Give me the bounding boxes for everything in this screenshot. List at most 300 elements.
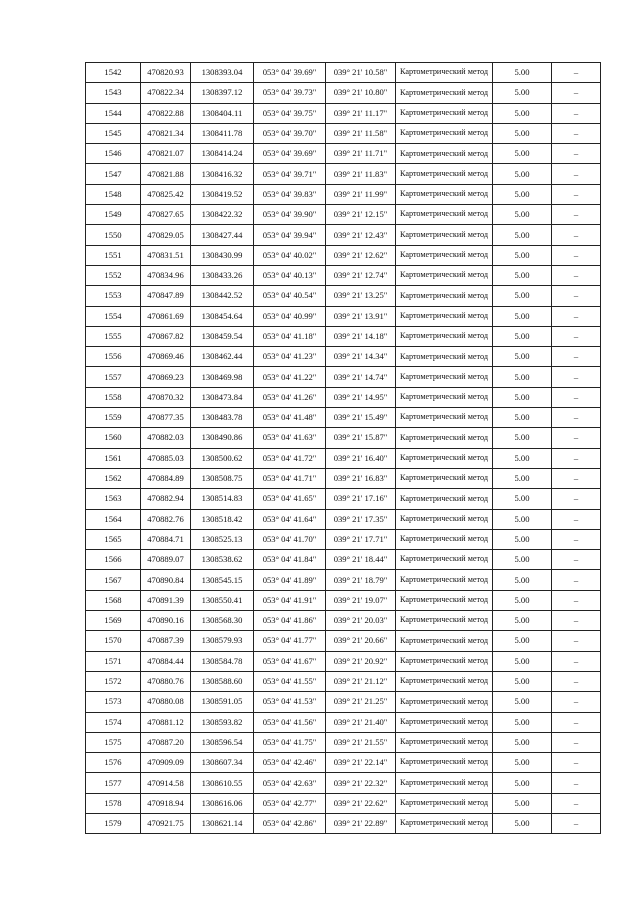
longitude-cell: 039° 21' 12.62"	[326, 245, 396, 265]
description-cell: –	[552, 387, 601, 407]
y-coordinate-cell: 1308607.34	[191, 753, 254, 773]
x-coordinate-cell: 470882.76	[141, 509, 191, 529]
longitude-cell: 039° 21' 19.07"	[326, 590, 396, 610]
accuracy-cell: 5.00	[493, 671, 552, 691]
table-row	[86, 428, 601, 448]
latitude-cell: 053° 04' 41.26"	[254, 387, 326, 407]
method-cell: Картометрический метод	[396, 83, 493, 103]
table-row	[86, 773, 601, 793]
method-cell: Картометрический метод	[396, 286, 493, 306]
longitude-cell: 039° 21' 17.71"	[326, 529, 396, 549]
description-cell: –	[552, 225, 601, 245]
description-cell: –	[552, 489, 601, 509]
point-number-cell: 1550	[86, 225, 141, 245]
longitude-cell: 039° 21' 14.95"	[326, 387, 396, 407]
method-cell: Картометрический метод	[396, 468, 493, 488]
table-row	[86, 550, 601, 570]
accuracy-cell: 5.00	[493, 408, 552, 428]
description-cell: –	[552, 428, 601, 448]
x-coordinate-cell: 470870.32	[141, 387, 191, 407]
accuracy-cell: 5.00	[493, 306, 552, 326]
longitude-cell: 039° 21' 22.89"	[326, 813, 396, 833]
accuracy-cell: 5.00	[493, 611, 552, 631]
point-number-cell: 1576	[86, 753, 141, 773]
point-number-cell: 1563	[86, 489, 141, 509]
y-coordinate-cell: 1308416.32	[191, 164, 254, 184]
description-cell: –	[552, 631, 601, 651]
accuracy-cell: 5.00	[493, 732, 552, 752]
latitude-cell: 053° 04' 41.22"	[254, 367, 326, 387]
table-row	[86, 408, 601, 428]
x-coordinate-cell: 470909.09	[141, 753, 191, 773]
point-number-cell: 1562	[86, 468, 141, 488]
y-coordinate-cell: 1308414.24	[191, 144, 254, 164]
accuracy-cell: 5.00	[493, 712, 552, 732]
point-number-cell: 1564	[86, 509, 141, 529]
longitude-cell: 039° 21' 22.14"	[326, 753, 396, 773]
table-row	[86, 286, 601, 306]
point-number-cell: 1546	[86, 144, 141, 164]
table-row	[86, 529, 601, 549]
point-number-cell: 1572	[86, 671, 141, 691]
y-coordinate-cell: 1308593.82	[191, 712, 254, 732]
accuracy-cell: 5.00	[493, 205, 552, 225]
point-number-cell: 1575	[86, 732, 141, 752]
table-row	[86, 347, 601, 367]
x-coordinate-cell: 470918.94	[141, 793, 191, 813]
method-cell: Картометрический метод	[396, 773, 493, 793]
table-row	[86, 692, 601, 712]
x-coordinate-cell: 470869.46	[141, 347, 191, 367]
latitude-cell: 053° 04' 41.70"	[254, 529, 326, 549]
point-number-cell: 1545	[86, 123, 141, 143]
y-coordinate-cell: 1308518.42	[191, 509, 254, 529]
y-coordinate-cell: 1308411.78	[191, 123, 254, 143]
longitude-cell: 039° 21' 16.83"	[326, 468, 396, 488]
longitude-cell: 039° 21' 21.40"	[326, 712, 396, 732]
latitude-cell: 053° 04' 41.72"	[254, 448, 326, 468]
accuracy-cell: 5.00	[493, 245, 552, 265]
y-coordinate-cell: 1308538.62	[191, 550, 254, 570]
latitude-cell: 053° 04' 40.02"	[254, 245, 326, 265]
point-number-cell: 1579	[86, 813, 141, 833]
table-row	[86, 570, 601, 590]
method-cell: Картометрический метод	[396, 347, 493, 367]
description-cell: –	[552, 773, 601, 793]
longitude-cell: 039° 21' 18.44"	[326, 550, 396, 570]
method-cell: Картометрический метод	[396, 509, 493, 529]
method-cell: Картометрический метод	[396, 448, 493, 468]
table-row	[86, 123, 601, 143]
description-cell: –	[552, 753, 601, 773]
table-row	[86, 590, 601, 610]
table-row	[86, 732, 601, 752]
description-cell: –	[552, 326, 601, 346]
x-coordinate-cell: 470877.35	[141, 408, 191, 428]
accuracy-cell: 5.00	[493, 428, 552, 448]
description-cell: –	[552, 408, 601, 428]
accuracy-cell: 5.00	[493, 164, 552, 184]
point-number-cell: 1547	[86, 164, 141, 184]
y-coordinate-cell: 1308616.06	[191, 793, 254, 813]
description-cell: –	[552, 590, 601, 610]
point-number-cell: 1544	[86, 103, 141, 123]
accuracy-cell: 5.00	[493, 448, 552, 468]
point-number-cell: 1571	[86, 651, 141, 671]
x-coordinate-cell: 470890.16	[141, 611, 191, 631]
latitude-cell: 053° 04' 41.86"	[254, 611, 326, 631]
longitude-cell: 039° 21' 12.43"	[326, 225, 396, 245]
longitude-cell: 039° 21' 20.03"	[326, 611, 396, 631]
accuracy-cell: 5.00	[493, 570, 552, 590]
point-number-cell: 1553	[86, 286, 141, 306]
x-coordinate-cell: 470820.93	[141, 63, 191, 83]
method-cell: Картометрический метод	[396, 813, 493, 833]
longitude-cell: 039° 21' 16.40"	[326, 448, 396, 468]
longitude-cell: 039° 21' 21.25"	[326, 692, 396, 712]
y-coordinate-cell: 1308430.99	[191, 245, 254, 265]
point-number-cell: 1542	[86, 63, 141, 83]
point-number-cell: 1565	[86, 529, 141, 549]
latitude-cell: 053° 04' 39.90"	[254, 205, 326, 225]
point-number-cell: 1578	[86, 793, 141, 813]
latitude-cell: 053° 04' 41.65"	[254, 489, 326, 509]
method-cell: Картометрический метод	[396, 671, 493, 691]
longitude-cell: 039° 21' 11.71"	[326, 144, 396, 164]
y-coordinate-cell: 1308393.04	[191, 63, 254, 83]
table-row	[86, 83, 601, 103]
longitude-cell: 039° 21' 22.62"	[326, 793, 396, 813]
x-coordinate-cell: 470887.20	[141, 732, 191, 752]
description-cell: –	[552, 347, 601, 367]
latitude-cell: 053° 04' 41.18"	[254, 326, 326, 346]
description-cell: –	[552, 468, 601, 488]
point-number-cell: 1574	[86, 712, 141, 732]
description-cell: –	[552, 813, 601, 833]
table-row	[86, 448, 601, 468]
x-coordinate-cell: 470880.08	[141, 692, 191, 712]
longitude-cell: 039° 21' 15.87"	[326, 428, 396, 448]
description-cell: –	[552, 732, 601, 752]
x-coordinate-cell: 470821.88	[141, 164, 191, 184]
x-coordinate-cell: 470884.71	[141, 529, 191, 549]
latitude-cell: 053° 04' 41.84"	[254, 550, 326, 570]
table-row	[86, 103, 601, 123]
x-coordinate-cell: 470914.58	[141, 773, 191, 793]
latitude-cell: 053° 04' 41.64"	[254, 509, 326, 529]
method-cell: Картометрический метод	[396, 651, 493, 671]
accuracy-cell: 5.00	[493, 529, 552, 549]
longitude-cell: 039° 21' 11.83"	[326, 164, 396, 184]
x-coordinate-cell: 470829.05	[141, 225, 191, 245]
y-coordinate-cell: 1308525.13	[191, 529, 254, 549]
longitude-cell: 039° 21' 18.79"	[326, 570, 396, 590]
description-cell: –	[552, 103, 601, 123]
longitude-cell: 039° 21' 13.25"	[326, 286, 396, 306]
description-cell: –	[552, 529, 601, 549]
y-coordinate-cell: 1308579.93	[191, 631, 254, 651]
accuracy-cell: 5.00	[493, 103, 552, 123]
longitude-cell: 039° 21' 22.32"	[326, 773, 396, 793]
accuracy-cell: 5.00	[493, 225, 552, 245]
y-coordinate-cell: 1308427.44	[191, 225, 254, 245]
method-cell: Картометрический метод	[396, 205, 493, 225]
point-number-cell: 1554	[86, 306, 141, 326]
description-cell: –	[552, 651, 601, 671]
method-cell: Картометрический метод	[396, 712, 493, 732]
x-coordinate-cell: 470822.88	[141, 103, 191, 123]
table-row	[86, 245, 601, 265]
table-row	[86, 144, 601, 164]
method-cell: Картометрический метод	[396, 590, 493, 610]
point-number-cell: 1548	[86, 184, 141, 204]
accuracy-cell: 5.00	[493, 83, 552, 103]
y-coordinate-cell: 1308500.62	[191, 448, 254, 468]
longitude-cell: 039° 21' 20.66"	[326, 631, 396, 651]
x-coordinate-cell: 470882.03	[141, 428, 191, 448]
x-coordinate-cell: 470885.03	[141, 448, 191, 468]
y-coordinate-cell: 1308550.41	[191, 590, 254, 610]
accuracy-cell: 5.00	[493, 286, 552, 306]
table-row	[86, 326, 601, 346]
table-row	[86, 387, 601, 407]
point-number-cell: 1549	[86, 205, 141, 225]
longitude-cell: 039° 21' 10.80"	[326, 83, 396, 103]
y-coordinate-cell: 1308422.32	[191, 205, 254, 225]
accuracy-cell: 5.00	[493, 550, 552, 570]
x-coordinate-cell: 470881.12	[141, 712, 191, 732]
y-coordinate-cell: 1308596.54	[191, 732, 254, 752]
y-coordinate-cell: 1308591.05	[191, 692, 254, 712]
accuracy-cell: 5.00	[493, 793, 552, 813]
point-number-cell: 1556	[86, 347, 141, 367]
method-cell: Картометрический метод	[396, 793, 493, 813]
point-number-cell: 1557	[86, 367, 141, 387]
description-cell: –	[552, 83, 601, 103]
table-row	[86, 63, 601, 83]
latitude-cell: 053° 04' 41.56"	[254, 712, 326, 732]
latitude-cell: 053° 04' 40.99"	[254, 306, 326, 326]
x-coordinate-cell: 470884.89	[141, 468, 191, 488]
y-coordinate-cell: 1308469.98	[191, 367, 254, 387]
description-cell: –	[552, 712, 601, 732]
y-coordinate-cell: 1308610.55	[191, 773, 254, 793]
method-cell: Картометрический метод	[396, 387, 493, 407]
latitude-cell: 053° 04' 41.89"	[254, 570, 326, 590]
x-coordinate-cell: 470921.75	[141, 813, 191, 833]
longitude-cell: 039° 21' 13.91"	[326, 306, 396, 326]
longitude-cell: 039° 21' 11.17"	[326, 103, 396, 123]
method-cell: Картометрический метод	[396, 164, 493, 184]
point-number-cell: 1560	[86, 428, 141, 448]
latitude-cell: 053° 04' 42.86"	[254, 813, 326, 833]
y-coordinate-cell: 1308462.44	[191, 347, 254, 367]
latitude-cell: 053° 04' 42.77"	[254, 793, 326, 813]
longitude-cell: 039° 21' 10.58"	[326, 63, 396, 83]
description-cell: –	[552, 63, 601, 83]
table-row	[86, 205, 601, 225]
point-number-cell: 1561	[86, 448, 141, 468]
table-row	[86, 753, 601, 773]
latitude-cell: 053° 04' 39.83"	[254, 184, 326, 204]
description-cell: –	[552, 671, 601, 691]
latitude-cell: 053° 04' 40.54"	[254, 286, 326, 306]
method-cell: Картометрический метод	[396, 489, 493, 509]
x-coordinate-cell: 470889.07	[141, 550, 191, 570]
method-cell: Картометрический метод	[396, 570, 493, 590]
method-cell: Картометрический метод	[396, 123, 493, 143]
accuracy-cell: 5.00	[493, 184, 552, 204]
table-row	[86, 793, 601, 813]
table-row	[86, 164, 601, 184]
accuracy-cell: 5.00	[493, 367, 552, 387]
accuracy-cell: 5.00	[493, 773, 552, 793]
table-row	[86, 489, 601, 509]
method-cell: Картометрический метод	[396, 529, 493, 549]
table-row	[86, 225, 601, 245]
x-coordinate-cell: 470847.89	[141, 286, 191, 306]
point-number-cell: 1573	[86, 692, 141, 712]
latitude-cell: 053° 04' 39.75"	[254, 103, 326, 123]
method-cell: Картометрический метод	[396, 692, 493, 712]
x-coordinate-cell: 470834.96	[141, 265, 191, 285]
method-cell: Картометрический метод	[396, 326, 493, 346]
description-cell: –	[552, 448, 601, 468]
y-coordinate-cell: 1308584.78	[191, 651, 254, 671]
point-number-cell: 1551	[86, 245, 141, 265]
description-cell: –	[552, 550, 601, 570]
x-coordinate-cell: 470887.39	[141, 631, 191, 651]
y-coordinate-cell: 1308490.86	[191, 428, 254, 448]
method-cell: Картометрический метод	[396, 631, 493, 651]
longitude-cell: 039° 21' 17.35"	[326, 509, 396, 529]
description-cell: –	[552, 265, 601, 285]
table-row	[86, 813, 601, 833]
table-row	[86, 631, 601, 651]
x-coordinate-cell: 470882.94	[141, 489, 191, 509]
x-coordinate-cell: 470822.34	[141, 83, 191, 103]
accuracy-cell: 5.00	[493, 651, 552, 671]
description-cell: –	[552, 286, 601, 306]
description-cell: –	[552, 144, 601, 164]
latitude-cell: 053° 04' 41.55"	[254, 671, 326, 691]
x-coordinate-cell: 470869.23	[141, 367, 191, 387]
longitude-cell: 039° 21' 12.74"	[326, 265, 396, 285]
longitude-cell: 039° 21' 20.92"	[326, 651, 396, 671]
table-row	[86, 367, 601, 387]
accuracy-cell: 5.00	[493, 753, 552, 773]
method-cell: Картометрический метод	[396, 184, 493, 204]
longitude-cell: 039° 21' 21.12"	[326, 671, 396, 691]
method-cell: Картометрический метод	[396, 63, 493, 83]
y-coordinate-cell: 1308621.14	[191, 813, 254, 833]
description-cell: –	[552, 611, 601, 631]
table-row	[86, 184, 601, 204]
latitude-cell: 053° 04' 40.13"	[254, 265, 326, 285]
longitude-cell: 039° 21' 14.34"	[326, 347, 396, 367]
method-cell: Картометрический метод	[396, 245, 493, 265]
table-row	[86, 712, 601, 732]
accuracy-cell: 5.00	[493, 347, 552, 367]
y-coordinate-cell: 1308442.52	[191, 286, 254, 306]
accuracy-cell: 5.00	[493, 590, 552, 610]
point-number-cell: 1552	[86, 265, 141, 285]
y-coordinate-cell: 1308588.60	[191, 671, 254, 691]
method-cell: Картометрический метод	[396, 306, 493, 326]
method-cell: Картометрический метод	[396, 753, 493, 773]
accuracy-cell: 5.00	[493, 123, 552, 143]
accuracy-cell: 5.00	[493, 144, 552, 164]
accuracy-cell: 5.00	[493, 692, 552, 712]
description-cell: –	[552, 245, 601, 265]
y-coordinate-cell: 1308483.78	[191, 408, 254, 428]
point-number-cell: 1558	[86, 387, 141, 407]
description-cell: –	[552, 367, 601, 387]
latitude-cell: 053° 04' 39.70"	[254, 123, 326, 143]
point-number-cell: 1577	[86, 773, 141, 793]
table-row	[86, 671, 601, 691]
accuracy-cell: 5.00	[493, 326, 552, 346]
y-coordinate-cell: 1308404.11	[191, 103, 254, 123]
method-cell: Картометрический метод	[396, 144, 493, 164]
x-coordinate-cell: 470891.39	[141, 590, 191, 610]
method-cell: Картометрический метод	[396, 732, 493, 752]
description-cell: –	[552, 692, 601, 712]
y-coordinate-cell: 1308419.52	[191, 184, 254, 204]
latitude-cell: 053° 04' 41.91"	[254, 590, 326, 610]
accuracy-cell: 5.00	[493, 631, 552, 651]
point-number-cell: 1555	[86, 326, 141, 346]
description-cell: –	[552, 164, 601, 184]
latitude-cell: 053° 04' 39.94"	[254, 225, 326, 245]
latitude-cell: 053° 04' 42.63"	[254, 773, 326, 793]
x-coordinate-cell: 470825.42	[141, 184, 191, 204]
longitude-cell: 039° 21' 15.49"	[326, 408, 396, 428]
point-number-cell: 1559	[86, 408, 141, 428]
point-number-cell: 1566	[86, 550, 141, 570]
method-cell: Картометрический метод	[396, 265, 493, 285]
y-coordinate-cell: 1308473.84	[191, 387, 254, 407]
x-coordinate-cell: 470831.51	[141, 245, 191, 265]
method-cell: Картометрический метод	[396, 550, 493, 570]
coordinates-table	[85, 62, 601, 834]
latitude-cell: 053° 04' 39.71"	[254, 164, 326, 184]
description-cell: –	[552, 184, 601, 204]
x-coordinate-cell: 470890.84	[141, 570, 191, 590]
accuracy-cell: 5.00	[493, 468, 552, 488]
table-row	[86, 509, 601, 529]
table-row	[86, 265, 601, 285]
latitude-cell: 053° 04' 41.48"	[254, 408, 326, 428]
description-cell: –	[552, 205, 601, 225]
longitude-cell: 039° 21' 17.16"	[326, 489, 396, 509]
accuracy-cell: 5.00	[493, 489, 552, 509]
x-coordinate-cell: 470821.07	[141, 144, 191, 164]
latitude-cell: 053° 04' 41.77"	[254, 631, 326, 651]
point-number-cell: 1567	[86, 570, 141, 590]
y-coordinate-cell: 1308545.15	[191, 570, 254, 590]
latitude-cell: 053° 04' 41.75"	[254, 732, 326, 752]
point-number-cell: 1569	[86, 611, 141, 631]
longitude-cell: 039° 21' 14.74"	[326, 367, 396, 387]
table-row	[86, 306, 601, 326]
latitude-cell: 053° 04' 41.67"	[254, 651, 326, 671]
longitude-cell: 039° 21' 11.58"	[326, 123, 396, 143]
accuracy-cell: 5.00	[493, 813, 552, 833]
accuracy-cell: 5.00	[493, 265, 552, 285]
x-coordinate-cell: 470867.82	[141, 326, 191, 346]
table-row	[86, 611, 601, 631]
